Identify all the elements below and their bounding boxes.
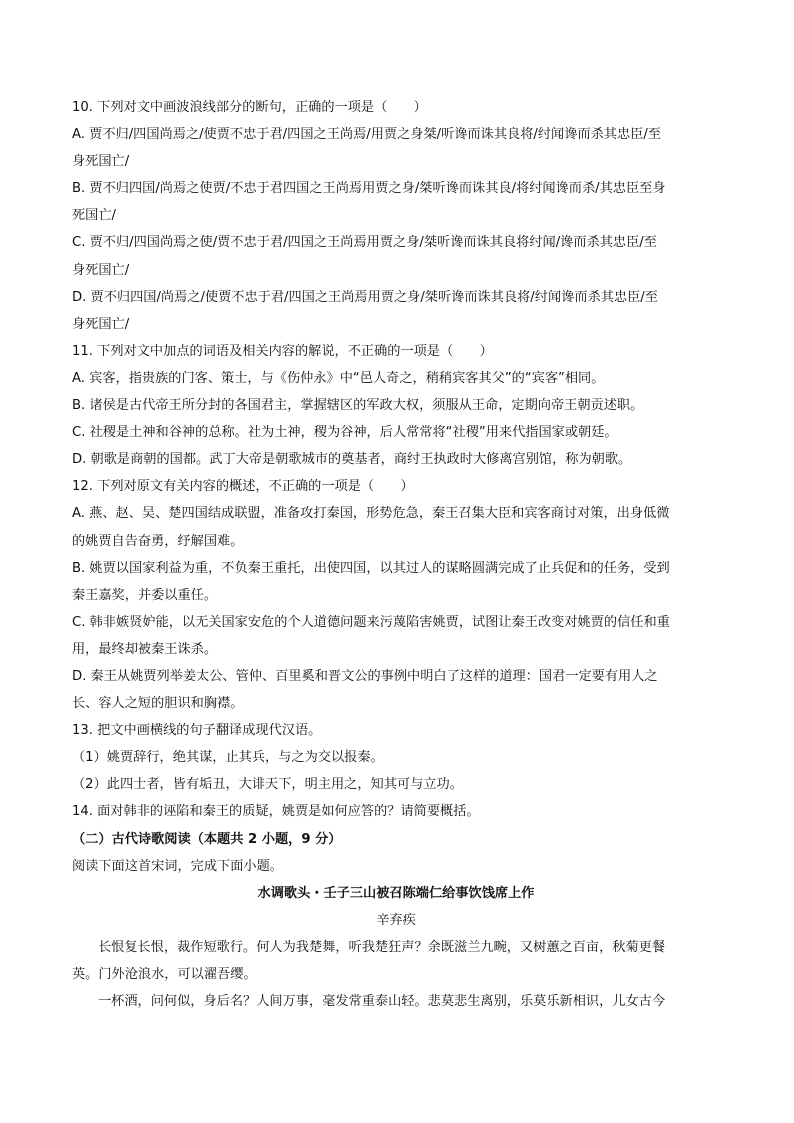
q11-stem: 11. 下列对文中加点的词语及相关内容的解说，不正确的一项是（ ） (72, 343, 493, 359)
q10-option-c-line1: C. 贾不归/四国尚焉之使/贾不忠于君/四国之王尚焉用贾之身/桀听谗而诛其良将纣闻/谗而杀其忠臣/至 (72, 235, 657, 251)
q11-option-d: D. 朝歌是商朝的国都。武丁大帝是朝歌城市的奠基者，商纣王执政时大修离宫别馆，称为朝歌。 (72, 452, 632, 468)
section-instruction: 阅读下面这首宋词，完成下面小题。 (72, 858, 283, 874)
q10-option-b-line1: B. 贾不归四国/尚焉之使贾/不忠于君四国之王尚焉用贾之身/桀听谗而诛其良/将纣闻谗而杀/其忠臣至身 (72, 181, 666, 197)
q12-option-b-line1: B. 姚贾以国家利益为重，不负秦王重托，出使四国，以其过人的谋略圆满完成了止兵促和的任务，受到 (72, 560, 670, 576)
q11-option-b: B. 诸侯是古代帝王所分封的各国君主，掌握辖区的军政大权，须服从王命，定期向帝王朝贡述职。 (72, 398, 644, 414)
q10-option-a-line1: A. 贾不归/四国尚焉之/使贾不忠于君/四国之王尚焉/用贾之身桀/听谗而诛其良将/纣闻谗而杀其忠臣/至 (72, 127, 661, 143)
poem-stanza2-line1: 一杯酒，问何似，身后名？人间万事，毫发常重泰山轻。悲莫悲生离别，乐莫乐新相识，儿女古今 (98, 994, 666, 1010)
q14-stem: 14. 面对韩非的诬陷和秦王的质疑，姚贾是如何应答的？请简要概括。 (72, 804, 480, 820)
q12-option-c-line2: 用，最终却被秦王诛杀。 (72, 641, 218, 657)
poem-author: 辛弃疾 (376, 912, 416, 928)
q10-option-a-line2: 身死国亡/ (72, 154, 130, 170)
q10-option-d-line1: D. 贾不归四国/尚焉之/使贾不忠于君/四国之王尚焉用贾之身/桀听谗而诛其良将/纣闻谗而杀其忠臣/至 (72, 289, 658, 305)
q10-option-b-line2: 死国亡/ (72, 208, 117, 224)
q12-option-a-line1: A. 燕、赵、吴、楚四国结成联盟，准备攻打秦国，形势危急，秦王召集大臣和宾客商讨对策，出身低微 (72, 506, 670, 522)
poem-stanza1-line1: 长恨复长恨，裁作短歌行。何人为我楚舞，听我楚狂声？余既滋兰九畹，又树蕙之百亩，秋菊更餐 (98, 939, 666, 955)
q10-option-c-line2: 身死国亡/ (72, 262, 130, 278)
q10-stem: 10. 下列对文中画波浪线部分的断句，正确的一项是（ ） (72, 100, 427, 115)
q11-option-a: A. 宾客，指贵族的门客、策士，与《伤仲永》中“邑人奇之，稍稍宾客其父”的“宾客”相同。 (72, 370, 605, 386)
q12-option-a-line2: 的姚贾自告奋勇，纾解国难。 (72, 533, 244, 549)
q12-option-d-line1: D. 秦王从姚贾列举姜太公、管仲、百里奚和晋文公的事例中明白了这样的道理：国君一定要有用人之 (72, 668, 658, 684)
poem-title: 水调歌头・壬子三山被召陈端仁给事饮饯席上作 (257, 885, 535, 901)
q12-option-d-line2: 长、容人之短的胆识和胸襟。 (72, 696, 244, 712)
document-page (72, 94, 720, 1015)
q13-sentence-1: （1）姚贾辞行，绝其谋，止其兵，与之为交以报秦。 (72, 750, 384, 766)
q12-option-c-line1: C. 韩非嫉贤妒能，以无关国家安危的个人道德问题来污蔑陷害姚贾，试图让秦王改变对姚贾的信任和重 (72, 614, 670, 630)
q13-stem: 13. 把文中画横线的句子翻译成现代汉语。 (72, 723, 322, 739)
poem-stanza1-line2: 英。门外沧浪水，可以濯吾缨。 (72, 967, 257, 982)
section-heading: （二）古代诗歌阅读（本题共 2 小题，9 分） (72, 831, 342, 847)
q12-option-b-line2: 秦王嘉奖，并委以重任。 (72, 587, 218, 603)
q11-option-c: C. 社稷是土神和谷神的总称。社为土神，稷为谷神，后人常常将“社稷”用来代指国家或朝廷。 (72, 425, 618, 441)
q10-option-d-line2: 身死国亡/ (72, 316, 130, 332)
q12-stem: 12. 下列对原文有关内容的概述，不正确的一项是（ ） (72, 479, 414, 495)
q13-sentence-2: （2）此四士者，皆有垢丑，大诽天下，明主用之，知其可与立功。 (72, 777, 463, 793)
